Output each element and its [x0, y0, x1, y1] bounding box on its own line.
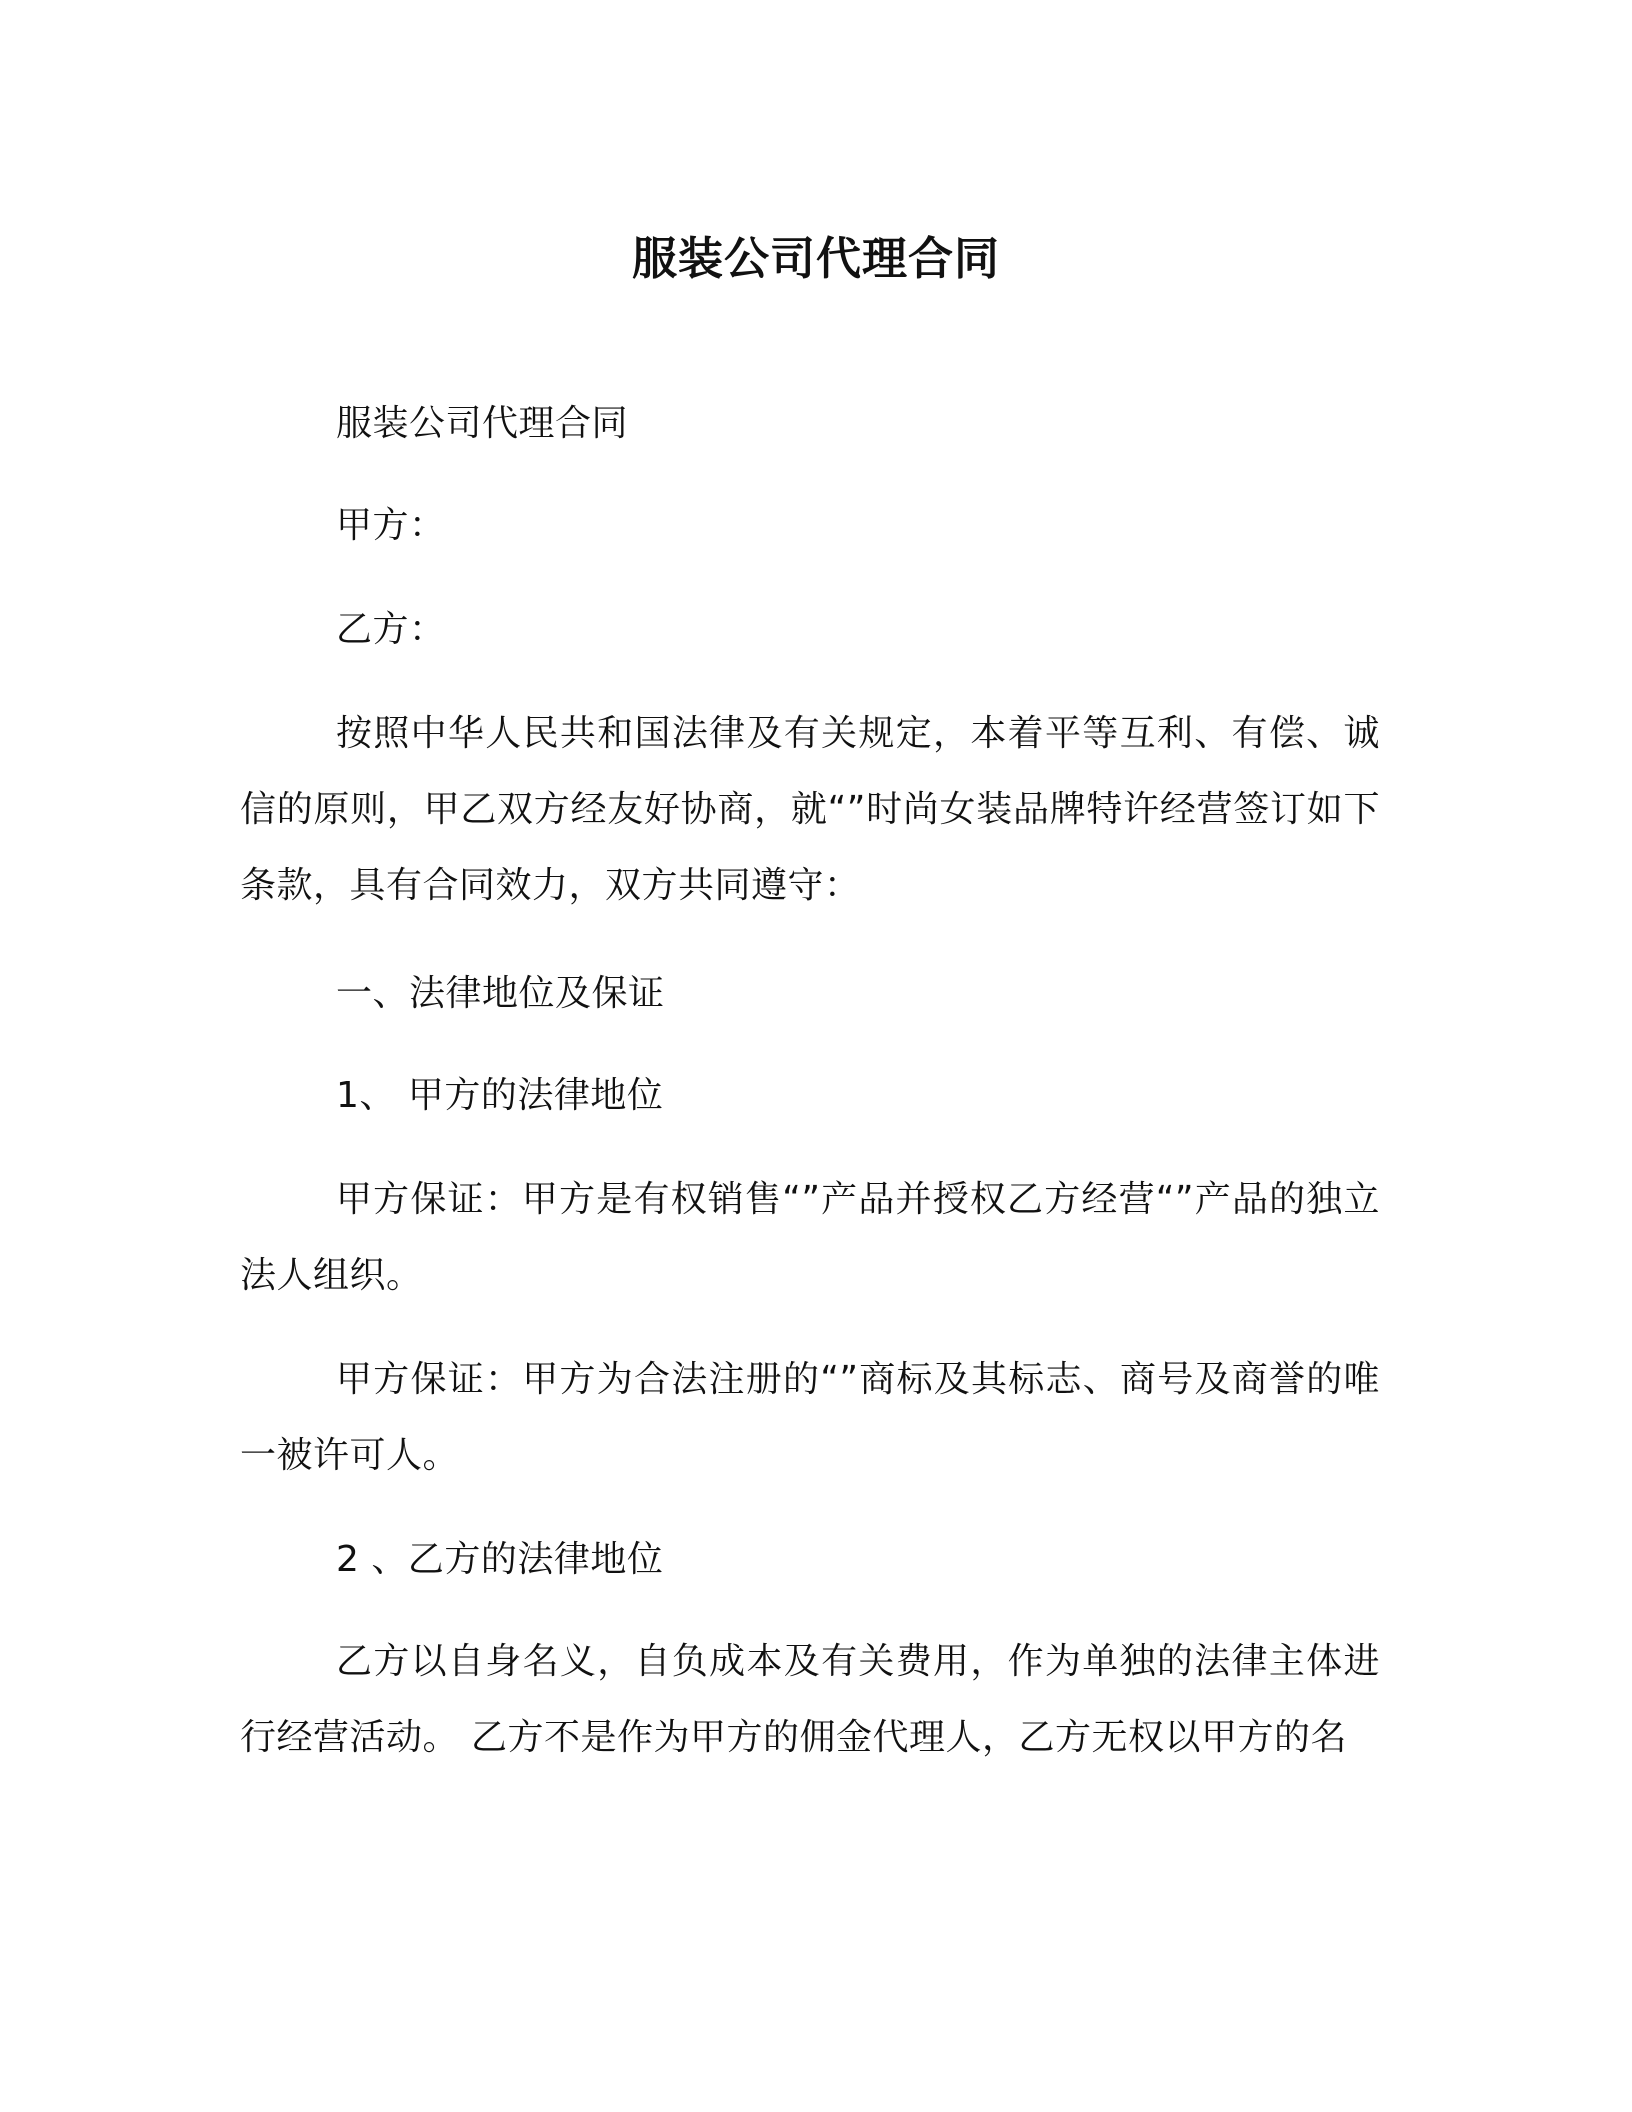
party-a-label: 甲方： — [336, 505, 446, 546]
party-b-label: 乙方： — [336, 609, 446, 650]
party-b-status-paragraph: 乙方以自身名义，自负成本及有关费用，作为单独的法律主体进行经营活动。 乙方不是作为甲方的佣金代理人，乙方无权以甲方的名 — [240, 1641, 1380, 1758]
document-title: 服装公司代理合同 — [631, 232, 1000, 285]
guarantee-paragraph-2: 甲方保证：甲方为合法注册的“”商标及其标志、商号及商誉的唯一被许可人。 — [240, 1359, 1380, 1476]
section-1-2-title: 2 、乙方的法律地位 — [336, 1539, 664, 1580]
guarantee-paragraph-1: 甲方保证：甲方是有权销售“”产品并授权乙方经营“”产品的独立法人组织。 — [240, 1179, 1380, 1296]
section-1-title: 一、法律地位及保证 — [336, 973, 665, 1014]
section-1-1-title: 1、 甲方的法律地位 — [336, 1075, 664, 1116]
contract-heading: 服装公司代理合同 — [336, 403, 629, 444]
intro-paragraph: 按照中华人民共和国法律及有关规定，本着平等互利、有偿、诚信的原则，甲乙双方经友好协商，就“”时尚女装品牌特许经营签订如下条款，具有合同效力，双方共同遵守： — [240, 713, 1380, 906]
